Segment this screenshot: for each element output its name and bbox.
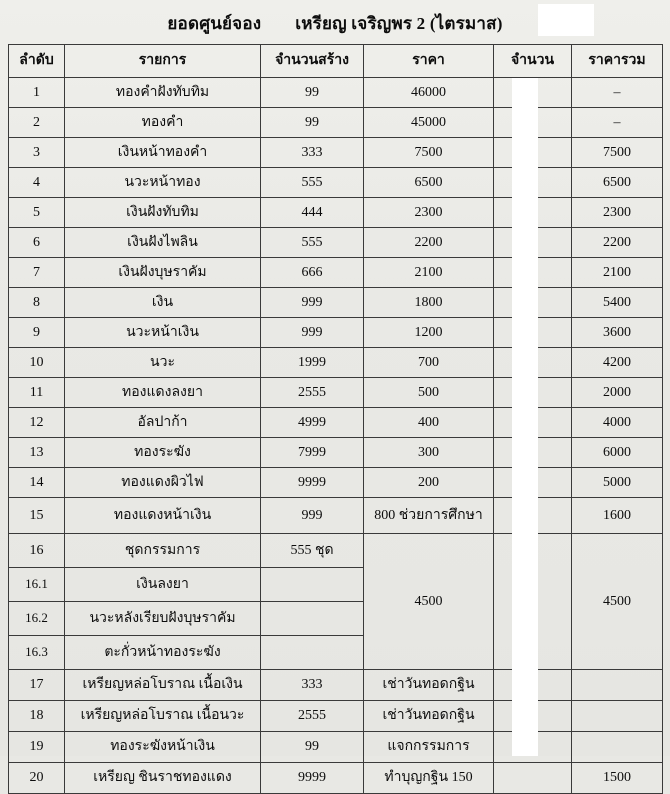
cell-item: เหรียญ ชินราชทองแดง	[65, 763, 261, 794]
cell-price: 800 ช่วยการศึกษา	[364, 498, 494, 534]
cell-item: นวะ	[65, 348, 261, 378]
cell-total: 2100	[572, 258, 663, 288]
cell-price: 500	[364, 378, 494, 408]
table-row	[9, 198, 663, 228]
table-header-row	[9, 45, 663, 78]
cell-made	[261, 602, 364, 636]
cell-item: ทองคำฝังทับทิม	[65, 78, 261, 108]
cell-item: นวะหน้าเงิน	[65, 318, 261, 348]
cell-no: 16.2	[9, 602, 65, 636]
cell-made: 333	[261, 138, 364, 168]
cell-no: 17	[9, 670, 65, 701]
cell-item: เหรียญหล่อโบราณ เนื้อเงิน	[65, 670, 261, 701]
cell-total	[572, 670, 663, 701]
cell-total-merged: 4500	[572, 534, 663, 670]
cell-made: 99	[261, 732, 364, 763]
cell-no: 6	[9, 228, 65, 258]
cell-total: –	[572, 108, 663, 138]
table-row	[9, 670, 663, 701]
title-left: ยอดศูนย์จอง	[167, 13, 262, 33]
cell-price: 1800	[364, 288, 494, 318]
cell-made: 4999	[261, 408, 364, 438]
cell-made: 99	[261, 78, 364, 108]
cell-made: 1999	[261, 348, 364, 378]
cell-made: 555	[261, 228, 364, 258]
order-table	[8, 44, 663, 794]
col-header-made: จำนวนสร้าง	[261, 45, 364, 78]
cell-made: 999	[261, 288, 364, 318]
cell-price: 1200	[364, 318, 494, 348]
table-row	[9, 258, 663, 288]
cell-qty	[494, 763, 572, 794]
cell-item: ทองแดงหน้าเงิน	[65, 498, 261, 534]
cell-item: ทองคำ	[65, 108, 261, 138]
cell-no: 4	[9, 168, 65, 198]
cell-made: 555 ชุด	[261, 534, 364, 568]
cell-item: เงินหน้าทองคำ	[65, 138, 261, 168]
cell-made: 9999	[261, 468, 364, 498]
cell-made	[261, 568, 364, 602]
scan-artifact-top	[538, 4, 594, 36]
cell-price: 2300	[364, 198, 494, 228]
table-row	[9, 318, 663, 348]
cell-item: เหรียญหล่อโบราณ เนื้อนวะ	[65, 701, 261, 732]
cell-item: เงินฝังไพลิน	[65, 228, 261, 258]
cell-no: 13	[9, 438, 65, 468]
cell-no: 20	[9, 763, 65, 794]
col-header-item: รายการ	[65, 45, 261, 78]
cell-no: 8	[9, 288, 65, 318]
table-row	[9, 228, 663, 258]
col-header-no: ลำดับ	[9, 45, 65, 78]
cell-made	[261, 636, 364, 670]
cell-total: 1600	[572, 498, 663, 534]
col-header-total: ราคารวม	[572, 45, 663, 78]
cell-price: 7500	[364, 138, 494, 168]
table-row	[9, 78, 663, 108]
cell-item: ทองระฆัง	[65, 438, 261, 468]
cell-made: 999	[261, 318, 364, 348]
cell-price: 6500	[364, 168, 494, 198]
cell-total: 4200	[572, 348, 663, 378]
cell-made: 99	[261, 108, 364, 138]
cell-total: 6500	[572, 168, 663, 198]
cell-no: 16.1	[9, 568, 65, 602]
cell-price: 400	[364, 408, 494, 438]
cell-made: 7999	[261, 438, 364, 468]
cell-item: นวะหน้าทอง	[65, 168, 261, 198]
cell-no: 15	[9, 498, 65, 534]
cell-item: เงินฝังทับทิม	[65, 198, 261, 228]
cell-price: 2100	[364, 258, 494, 288]
cell-total: 5000	[572, 468, 663, 498]
cell-total: 3600	[572, 318, 663, 348]
cell-no: 11	[9, 378, 65, 408]
table-row	[9, 701, 663, 732]
cell-made: 9999	[261, 763, 364, 794]
cell-no: 16	[9, 534, 65, 568]
cell-no: 18	[9, 701, 65, 732]
table-row	[9, 138, 663, 168]
cell-made: 333	[261, 670, 364, 701]
cell-total: 2200	[572, 228, 663, 258]
cell-no: 12	[9, 408, 65, 438]
cell-item: นวะหลังเรียบฝังบุษราคัม	[65, 602, 261, 636]
cell-price: 2200	[364, 228, 494, 258]
scan-artifact-column	[512, 78, 538, 756]
cell-no: 19	[9, 732, 65, 763]
table-row	[9, 378, 663, 408]
cell-total: 7500	[572, 138, 663, 168]
cell-total	[572, 701, 663, 732]
cell-price: เช่าวันทอดกฐิน	[364, 670, 494, 701]
cell-item: ตะกั่วหน้าทองระฆัง	[65, 636, 261, 670]
cell-no: 14	[9, 468, 65, 498]
table-row	[9, 468, 663, 498]
table-row	[9, 288, 663, 318]
cell-total: 2300	[572, 198, 663, 228]
cell-made: 666	[261, 258, 364, 288]
title-right: เหรียญ เจริญพร 2 (ไตรมาส)	[295, 13, 503, 33]
cell-no: 9	[9, 318, 65, 348]
cell-item: เงินฝังบุษราคัม	[65, 258, 261, 288]
cell-total: 1500	[572, 763, 663, 794]
table-row	[9, 348, 663, 378]
cell-price: 46000	[364, 78, 494, 108]
table-row	[9, 408, 663, 438]
cell-no: 1	[9, 78, 65, 108]
cell-total: 6000	[572, 438, 663, 468]
cell-made: 2555	[261, 701, 364, 732]
table-row	[9, 498, 663, 534]
cell-no: 2	[9, 108, 65, 138]
table-row	[9, 732, 663, 763]
cell-total: 2000	[572, 378, 663, 408]
cell-item: ทองระฆังหน้าเงิน	[65, 732, 261, 763]
cell-item: เงินลงยา	[65, 568, 261, 602]
cell-item: อัลปาก้า	[65, 408, 261, 438]
cell-total: 5400	[572, 288, 663, 318]
cell-made: 999	[261, 498, 364, 534]
cell-item: เงิน	[65, 288, 261, 318]
cell-no: 16.3	[9, 636, 65, 670]
col-header-qty: จำนวน	[494, 45, 572, 78]
cell-price: 300	[364, 438, 494, 468]
cell-made: 2555	[261, 378, 364, 408]
cell-price: 45000	[364, 108, 494, 138]
cell-price: เช่าวันทอดกฐิน	[364, 701, 494, 732]
cell-price: 700	[364, 348, 494, 378]
cell-total	[572, 732, 663, 763]
table-row	[9, 763, 663, 794]
cell-total: –	[572, 78, 663, 108]
cell-price: ทำบุญกฐิน 150	[364, 763, 494, 794]
table-row	[9, 438, 663, 468]
table-row	[9, 534, 663, 568]
table-row	[9, 108, 663, 138]
cell-no: 7	[9, 258, 65, 288]
table-row	[9, 168, 663, 198]
cell-made: 444	[261, 198, 364, 228]
cell-no: 10	[9, 348, 65, 378]
cell-total: 4000	[572, 408, 663, 438]
col-header-price: ราคา	[364, 45, 494, 78]
cell-item: ทองแดงผิวไฟ	[65, 468, 261, 498]
cell-no: 3	[9, 138, 65, 168]
cell-price: 200	[364, 468, 494, 498]
cell-price-merged: 4500	[364, 534, 494, 670]
cell-no: 5	[9, 198, 65, 228]
cell-made: 555	[261, 168, 364, 198]
cell-item: ทองแดงลงยา	[65, 378, 261, 408]
cell-item: ชุดกรรมการ	[65, 534, 261, 568]
cell-price: แจกกรรมการ	[364, 732, 494, 763]
